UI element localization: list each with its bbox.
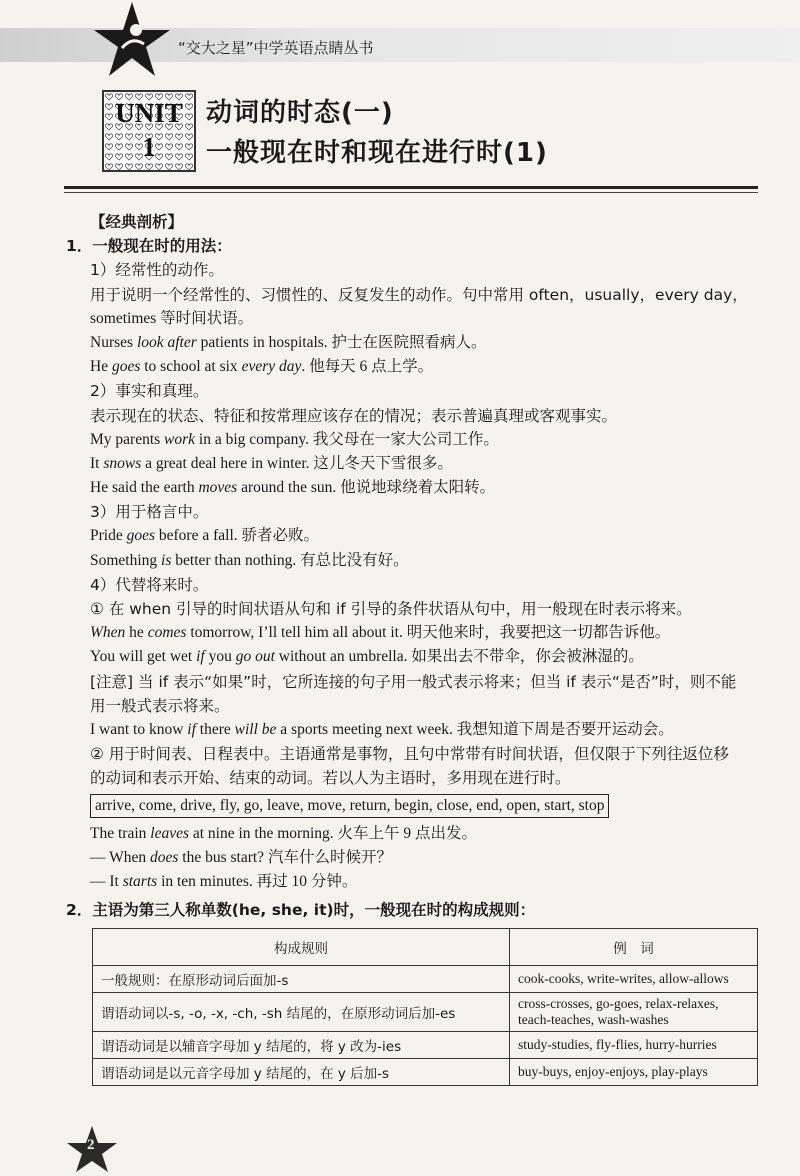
example-sentence: The train leaves at nine in the morning. 火车上午 9 点出发。 bbox=[90, 824, 478, 842]
usage-heading: 1．一般现在时的用法： bbox=[66, 237, 232, 256]
table-cell: cook-cooks, write-writes, allow-allows bbox=[510, 966, 758, 993]
example-sentence: Nurses look after patients in hospitals. 护士在医院照看病人。 bbox=[90, 333, 487, 351]
table-row bbox=[93, 993, 758, 1032]
page-number: 2 bbox=[87, 1137, 95, 1153]
example-sentence: Something is better than nothing. 有总比没有好。 bbox=[90, 551, 409, 569]
dialogue-line: — It starts in ten minutes. 再过 10 分钟。 bbox=[90, 872, 358, 890]
usage-4-case2: ② 用于时间表、日程表中。主语通常是事物，且句中常带有时间状语，但仅限于下列往返位移 bbox=[90, 745, 729, 764]
unit-title-line2: 一般现在时和现在进行时(1) bbox=[206, 138, 548, 168]
table-cell: study-studies, fly-flies, hurry-hurries bbox=[510, 1032, 758, 1059]
header-rule-thin bbox=[64, 192, 758, 193]
unit-badge bbox=[102, 90, 196, 172]
usage-4-case2-cont: 的动词和表示开始、结束的动词。若以人为主语时，多用现在进行时。 bbox=[90, 769, 571, 788]
table-header: 构成规则 bbox=[93, 929, 510, 966]
main-content bbox=[66, 210, 766, 922]
table-row bbox=[93, 1059, 758, 1086]
table-cell: 谓语动词是以元音字母加 y 结尾的，在 y 后加-s bbox=[93, 1059, 510, 1086]
verbs-box-row bbox=[66, 791, 766, 822]
table-cell: buy-buys, enjoy-enjoys, play-plays bbox=[510, 1059, 758, 1086]
table-cell: 谓语动词以-s, -o, -x, -ch, -sh 结尾的，在原形动词后加-es bbox=[93, 993, 510, 1032]
example-sentence: It snows a great deal here in winter. 这儿冬天下雪很多。 bbox=[90, 454, 453, 472]
table-cell: cross-crosses, go-goes, relax-relaxes, teach-teaches, wash-washes bbox=[510, 993, 758, 1032]
usage-2-desc: 表示现在的状态、特征和按常理应该存在的情况；表示普遍真理或客观事实。 bbox=[90, 406, 618, 425]
example-sentence: When he comes tomorrow, I’ll tell him all about it. 明天他来时，我要把这一切都告诉他。 bbox=[90, 624, 671, 642]
dialogue-line: — When does the bus start? 汽车什么时候开？ bbox=[90, 848, 392, 866]
example-sentence: My parents work in a big company. 我父母在一家大公司工作。 bbox=[90, 430, 499, 448]
example-sentence: He goes to school at six every day. 他每天 6 点上学。 bbox=[90, 358, 434, 376]
table-header: 例 词 bbox=[510, 929, 758, 966]
header-rule bbox=[64, 186, 758, 189]
usage-1-desc: 用于说明一个经常性的、习惯性的、反复发生的动作。句中常用 often，usually，every day， bbox=[90, 285, 748, 304]
unit-word: UNIT bbox=[115, 98, 183, 128]
usage-1-heading: 1）经常性的动作。 bbox=[90, 261, 224, 280]
unit-number: 1 bbox=[142, 132, 156, 162]
example-sentence: He said the earth moves around the sun. 他说地球绕着太阳转。 bbox=[90, 479, 496, 497]
verbs-box: arrive, come, drive, fly, go, leave, move, return, begin, close, end, open, start, stop bbox=[90, 794, 609, 818]
table-row bbox=[93, 1032, 758, 1059]
note-text: [注意] 当 if 表示“如果”时，它所连接的句子用一般式表示将来；但当 if 表示“是否”时，则不能 bbox=[90, 672, 737, 691]
usage-4-heading: 4）代替将来时。 bbox=[90, 575, 209, 594]
table-row bbox=[93, 966, 758, 993]
star-logo-icon bbox=[92, 0, 172, 80]
table-cell: 谓语动词是以辅音字母加 y 结尾的，将 y 改为-ies bbox=[93, 1032, 510, 1059]
example-sentence: Pride goes before a fall. 骄者必败。 bbox=[90, 527, 320, 545]
usage-1-desc-cont: sometimes 等时间状语。 bbox=[90, 309, 254, 327]
series-title: “交大之星”中学英语点睛丛书 bbox=[178, 39, 374, 57]
example-sentence: You will get wet if you go out without an umbrella. 如果出去不带伞，你会被淋湿的。 bbox=[90, 648, 644, 666]
table-header-row bbox=[93, 929, 758, 966]
example-sentence: I want to know if there will be a sports meeting next week. 我想知道下周是否要开运动会。 bbox=[90, 720, 674, 738]
usage-4-case1: ① 在 when 引导的时间状语从句和 if 引导的条件状语从句中，用一般现在时表示将来。 bbox=[90, 600, 692, 618]
table-cell: 一般规则：在原形动词后面加-s bbox=[93, 966, 510, 993]
note-text-cont: 用一般式表示将来。 bbox=[90, 696, 230, 715]
usage-3-heading: 3）用于格言中。 bbox=[90, 503, 209, 522]
unit-title-line1: 动词的时态(一) bbox=[206, 98, 394, 128]
section-label: 【经典剖析】 bbox=[90, 213, 184, 231]
rules-table bbox=[92, 928, 758, 1086]
usage-2-heading: 2）事实和真理。 bbox=[90, 382, 209, 401]
rules-heading: 2．主语为第三人称单数(he, she, it)时，一般现在时的构成规则： bbox=[66, 901, 536, 920]
